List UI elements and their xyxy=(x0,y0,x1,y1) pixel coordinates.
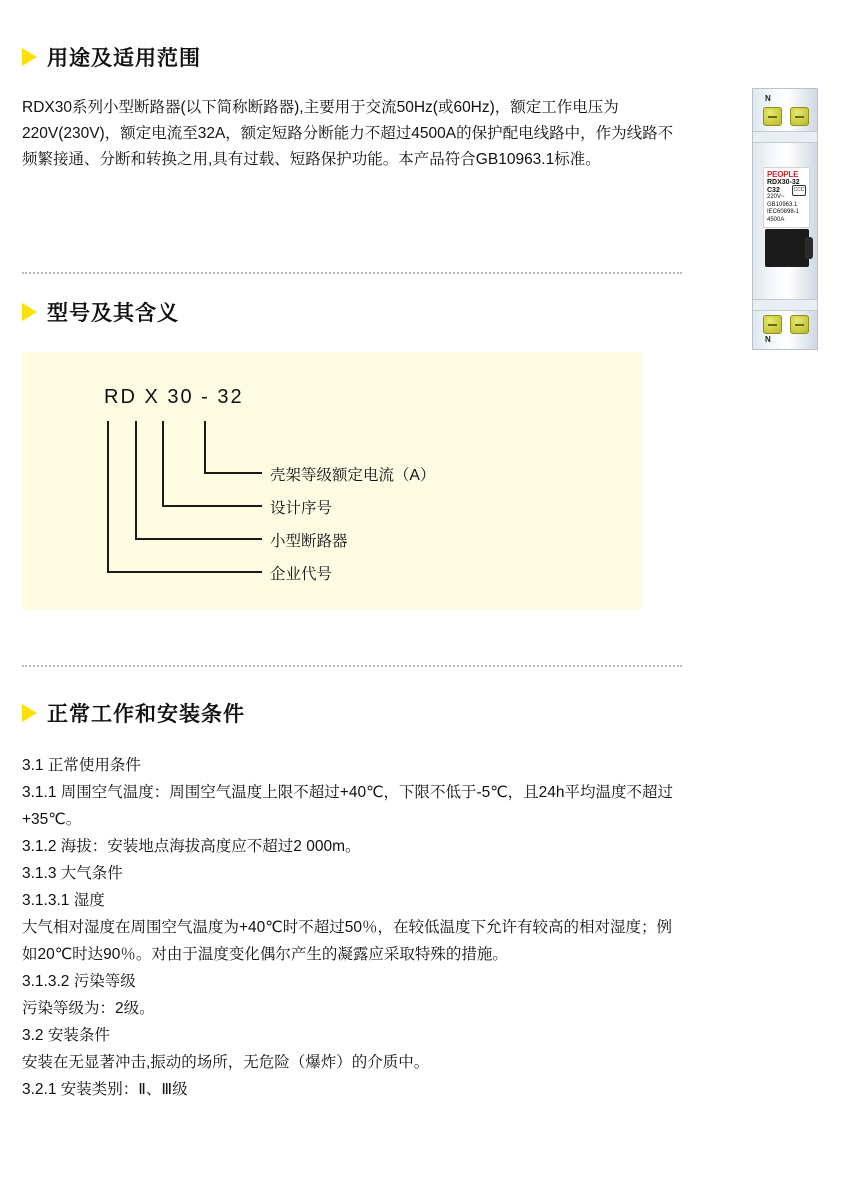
terminal-label-top: N xyxy=(765,94,771,103)
ccc-mark-icon: CCC xyxy=(792,185,806,196)
condition-line: 3.1.2 海拔：安装地点海拔高度应不超过2 000m。 xyxy=(22,838,361,855)
usage-heading xyxy=(22,42,201,72)
triangle-bullet-icon xyxy=(22,704,37,722)
model-breakdown-tree xyxy=(52,415,612,595)
condition-line: 3.1.1 周围空气温度：周围空气温度上限不超过+40℃，下限不低于-5℃，且24h平均温度不超过+35℃。 xyxy=(22,784,674,828)
tree-line-type xyxy=(135,421,137,538)
divider-1 xyxy=(22,272,682,274)
model-diagram-box xyxy=(22,352,642,610)
terminal-screw-top-left xyxy=(763,107,782,126)
tree-label-company: 企业代号 xyxy=(270,566,333,583)
tree-label-type: 小型断路器 xyxy=(270,533,348,550)
terminal-screw-bottom-left xyxy=(763,315,782,334)
terminal-screw-top-right xyxy=(790,107,809,126)
standard-gb: GB10963.1 xyxy=(767,201,798,208)
tree-line-design xyxy=(162,421,164,505)
breaker-nameplate xyxy=(763,167,810,228)
model-heading-text: 型号及其含义 xyxy=(47,302,179,325)
terminal-label-bottom: N xyxy=(765,335,771,344)
terminal-screw-bottom-right xyxy=(790,315,809,334)
brand-name: PEOPLE xyxy=(767,170,799,179)
tree-label-current: 壳架等级额定电流（A） xyxy=(270,467,436,484)
triangle-bullet-icon xyxy=(22,303,37,321)
triangle-bullet-icon xyxy=(22,48,37,66)
model-section-heading xyxy=(22,297,179,327)
conditions-heading-text: 正常工作和安装条件 xyxy=(47,703,245,726)
voltage-rating: 220V~ xyxy=(767,194,785,200)
breaking-capacity: 4500A xyxy=(767,216,785,223)
condition-line: 3.2.1 安装类别：Ⅱ、Ⅲ级 xyxy=(22,1081,188,1098)
divider-2 xyxy=(22,665,682,667)
usage-section xyxy=(22,42,201,72)
tree-hline-current xyxy=(204,472,262,474)
tree-hline-design xyxy=(162,505,262,507)
model-number: RDX30-32 xyxy=(767,179,800,186)
breaker-body xyxy=(752,88,818,350)
current-rating: C32 xyxy=(767,186,780,194)
condition-line: 3.1.3.2 污染等级 xyxy=(22,973,136,990)
standard-iec: IEC60898-1 xyxy=(767,209,800,215)
condition-line: 大气相对湿度在周围空气温度为+40℃时不超过50％，在较低温度下允许有较高的相对湿度；例如20℃时达90％。对由于温度变化偶尔产生的凝露应采取特殊的措施。 xyxy=(22,919,672,963)
model-code-text: RD X 30 - 32 xyxy=(104,386,244,408)
condition-line: 安装在无显著冲击,振动的场所，无危险（爆炸）的介质中。 xyxy=(22,1054,430,1071)
usage-paragraph xyxy=(22,95,682,173)
condition-line: 3.2 安装条件 xyxy=(22,1027,110,1044)
breaker-toggle-switch xyxy=(765,229,809,267)
condition-line: 3.1 正常使用条件 xyxy=(22,757,141,774)
tree-hline-type xyxy=(135,538,262,540)
tree-label-design: 设计序号 xyxy=(270,500,333,517)
conditions-body xyxy=(22,752,687,1103)
conditions-section-heading xyxy=(22,698,245,728)
breaker-band-bottom xyxy=(753,299,817,311)
condition-line: 污染等级为：2级。 xyxy=(22,1000,155,1017)
breaker-band-top xyxy=(753,131,817,143)
condition-line: 3.1.3.1 湿度 xyxy=(22,892,105,909)
condition-line: 3.1.3 大气条件 xyxy=(22,865,123,882)
product-photo xyxy=(744,88,828,350)
tree-hline-company xyxy=(107,571,262,573)
usage-heading-text: 用途及适用范围 xyxy=(47,47,201,70)
tree-line-company xyxy=(107,421,109,571)
tree-line-current xyxy=(204,421,206,472)
usage-paragraph-text: RDX30系列小型断路器(以下简称断路器),主要用于交流50Hz(或60Hz)，额定工作电压为220V(230V)，额定电流至32A，额定短路分断能力不超过4500A的保护配电线路中，作为线路不频繁接通、分断和转换之用,具有过载、短路保护功能。本产品符合GB10963.1标准。 xyxy=(22,99,674,168)
